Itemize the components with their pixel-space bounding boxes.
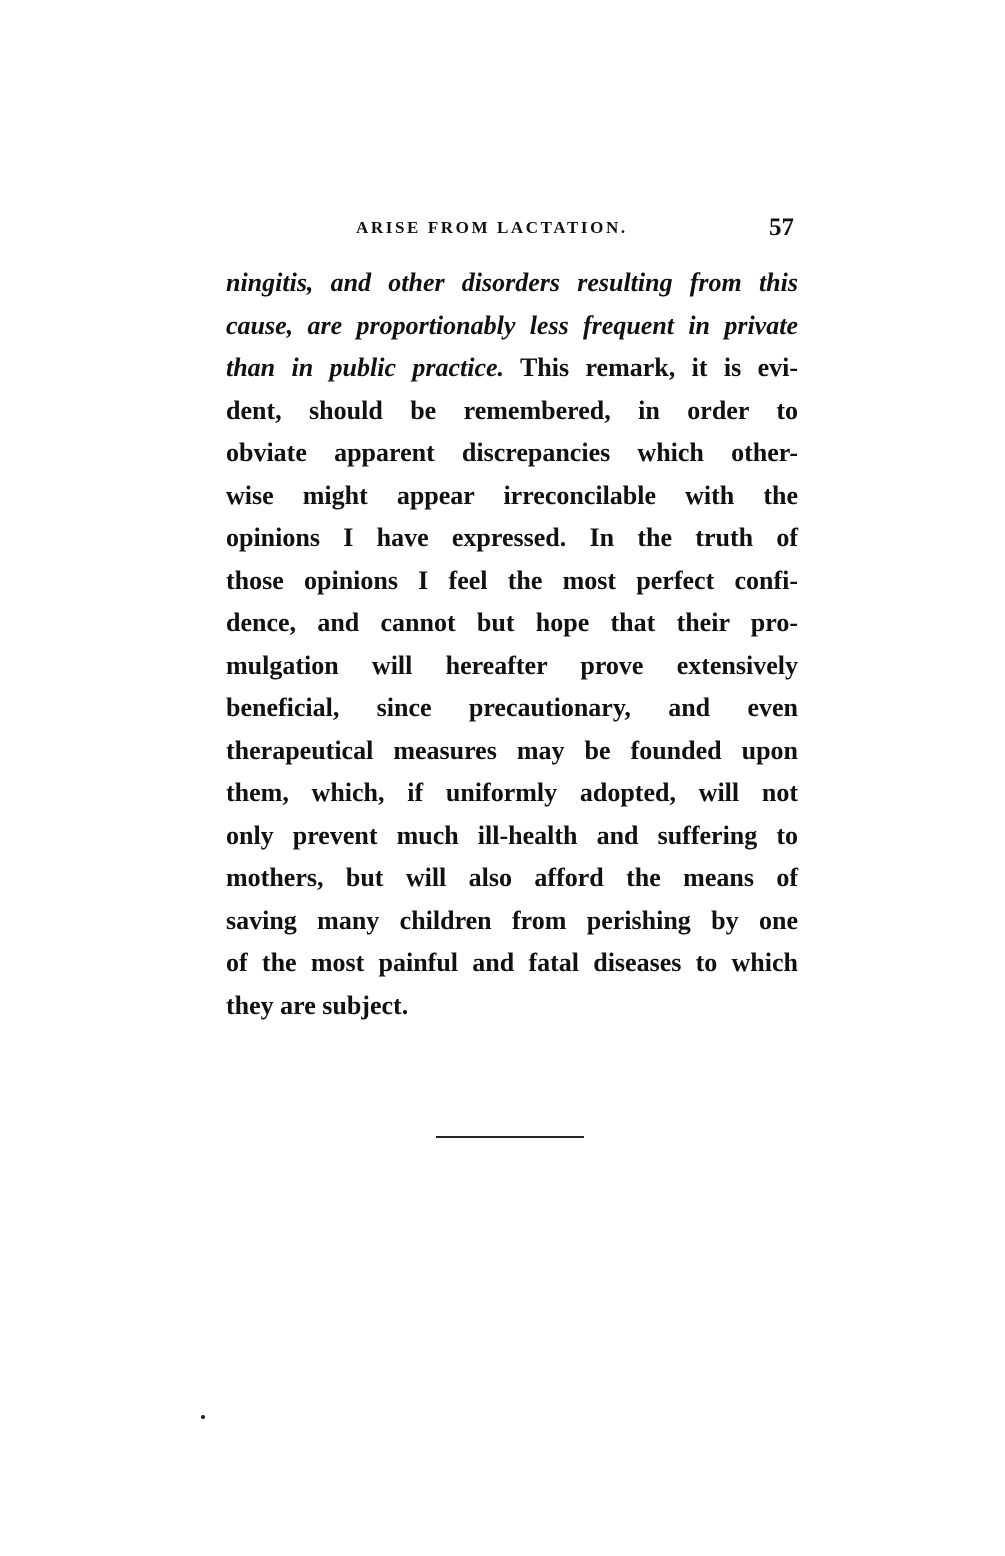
- print-speck: [201, 1415, 205, 1419]
- italic-text: ningitis, and other disorders resulting from this: [226, 268, 798, 297]
- text-segment: them, which, if uniformly adopted, will not: [226, 778, 798, 807]
- text-segment: saving many children from perishing by one: [226, 905, 798, 935]
- text-segment: mulgation will hereafter prove extensively: [226, 650, 798, 680]
- text-line: [226, 985, 798, 1028]
- italic-text: cause, are proportionably less frequent in private: [226, 310, 798, 340]
- text-line: [226, 687, 798, 730]
- text-segment: dence, and cannot but hope that their pro-: [226, 608, 798, 637]
- text-line: [226, 730, 798, 773]
- body-text: [226, 262, 798, 1027]
- text-segment: those opinions I feel the most perfect confi-: [226, 565, 798, 595]
- text-line: [226, 900, 798, 943]
- text-line: [226, 475, 798, 518]
- page-number: 57: [769, 214, 794, 241]
- text-line: [226, 432, 798, 475]
- text-segment: mothers, but will also afford the means of: [226, 863, 798, 892]
- text-line: [226, 602, 798, 645]
- running-head: [226, 214, 796, 246]
- text-line: [226, 815, 798, 858]
- running-title: ARISE FROM LACTATION.: [356, 218, 628, 237]
- text-line: [226, 857, 798, 900]
- text-line: [226, 390, 798, 433]
- text-line: [226, 942, 798, 985]
- text-segment: beneficial, since precautionary, and even: [226, 693, 798, 722]
- text-line: [226, 517, 798, 560]
- text-segment: wise might appear irreconcilable with the: [226, 480, 798, 510]
- text-line: [226, 772, 798, 815]
- text-segment: opinions I have expressed. In the truth of: [226, 523, 798, 552]
- text-segment: dent, should be remembered, in order to: [226, 395, 798, 425]
- text-segment: only prevent much ill-health and suffering to: [226, 820, 798, 850]
- text-line: [226, 262, 798, 305]
- text-segment: therapeutical measures may be founded upon: [226, 735, 798, 765]
- text-line: [226, 305, 798, 348]
- italic-text: than in public practice.: [226, 353, 505, 382]
- text-line: [226, 560, 798, 603]
- text-segment: they are subject.: [226, 990, 409, 1020]
- text-segment: of the most painful and fatal diseases to which: [226, 948, 798, 977]
- text-line: [226, 347, 798, 390]
- text-segment: obviate apparent discrepancies which other-: [226, 438, 798, 467]
- section-end-rule: [436, 1136, 584, 1138]
- text-segment: This remark, it is evi-: [504, 353, 798, 382]
- text-line: [226, 645, 798, 688]
